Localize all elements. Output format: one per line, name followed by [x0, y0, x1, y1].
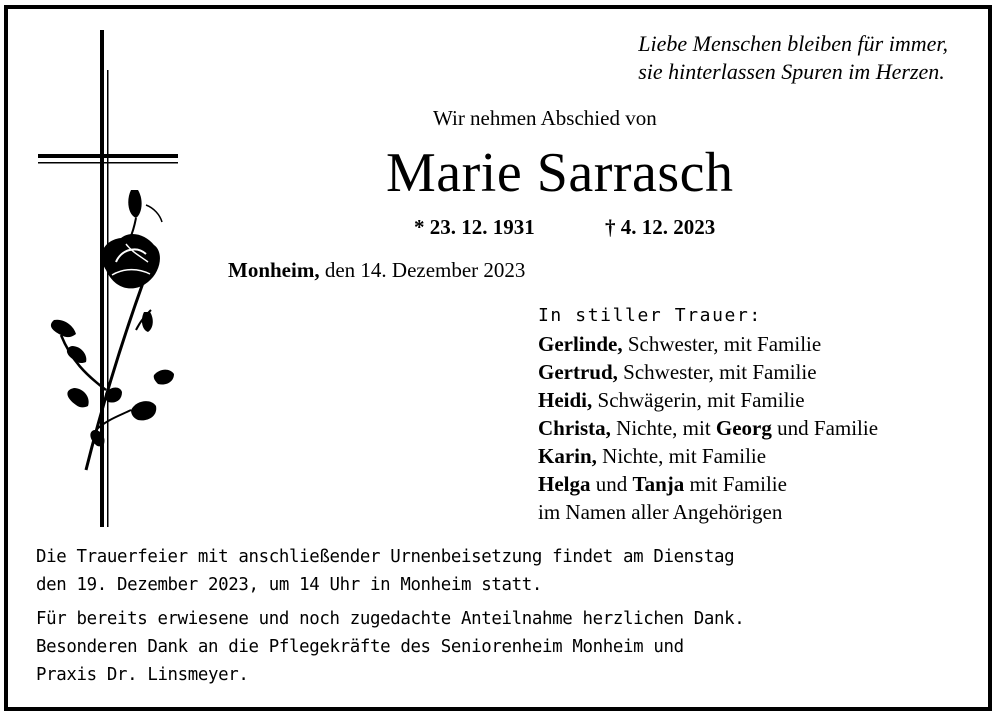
mourners-list [538, 302, 878, 526]
mourner-name: Tanja [632, 472, 685, 496]
mourner-relation: Schwester, mit Familie [622, 332, 822, 356]
ceremony-line-1: Die Trauerfeier mit anschließender Urnenbeisetzung findet am Dienstag [36, 547, 735, 567]
mourner-relation: Schwester, mit Familie [617, 360, 817, 384]
mourner-name: Gerlinde, [538, 332, 623, 356]
mourner-name: Helga [538, 472, 591, 496]
mourner-name: Georg [715, 416, 772, 440]
thanks-line-1: Für bereits erwiesene und noch zugedachte Anteilnahme herzlichen Dank. [36, 609, 745, 629]
mourner-relation: Schwägerin, mit Familie [592, 388, 805, 412]
mourner-line [538, 358, 878, 386]
thanks-notice [36, 605, 744, 689]
birth-date: * 23. 12. 1931 [414, 215, 535, 239]
mourner-name: Karin, [538, 444, 597, 468]
mourners-closing: im Namen aller Angehörigen [538, 500, 783, 524]
quote-line-1: Liebe Menschen bleiben für immer, [638, 31, 948, 56]
deceased-name: Marie Sarrasch [386, 142, 734, 204]
rose-icon [51, 190, 174, 470]
ceremony-notice [36, 543, 734, 599]
quote [638, 30, 948, 86]
mourner-relation: Nichte, mit Familie [596, 444, 767, 468]
cross-icon [36, 30, 186, 530]
mourner-name: Christa, [538, 416, 611, 440]
mourner-name: Heidi, [538, 388, 593, 412]
mourner-line [538, 414, 878, 442]
intro-text: Wir nehmen Abschied von [433, 106, 657, 130]
mourner-line [538, 442, 878, 470]
death-date: † 4. 12. 2023 [605, 215, 716, 239]
date: den 14. Dezember 2023 [324, 258, 526, 282]
place: Monheim, [228, 258, 320, 282]
mourners-heading: In stiller Trauer: [538, 305, 762, 326]
place-date [228, 258, 525, 283]
mourner-line [538, 330, 878, 358]
mourner-line [538, 470, 878, 498]
thanks-line-2: Besonderen Dank an die Pflegekräfte des Seniorenheim Monheim und [36, 637, 684, 657]
mourner-relation: und Familie [771, 416, 879, 440]
quote-line-2: sie hinterlassen Spuren im Herzen. [638, 59, 945, 84]
ceremony-line-2: den 19. Dezember 2023, um 14 Uhr in Monheim statt. [36, 575, 543, 595]
thanks-line-3: Praxis Dr. Linsmeyer. [36, 665, 249, 685]
mourner-relation: Nichte, mit [610, 416, 716, 440]
mourner-relation: mit Familie [684, 472, 787, 496]
mourner-line [538, 386, 878, 414]
mourner-name: Gertrud, [538, 360, 618, 384]
mourner-relation: und [590, 472, 633, 496]
